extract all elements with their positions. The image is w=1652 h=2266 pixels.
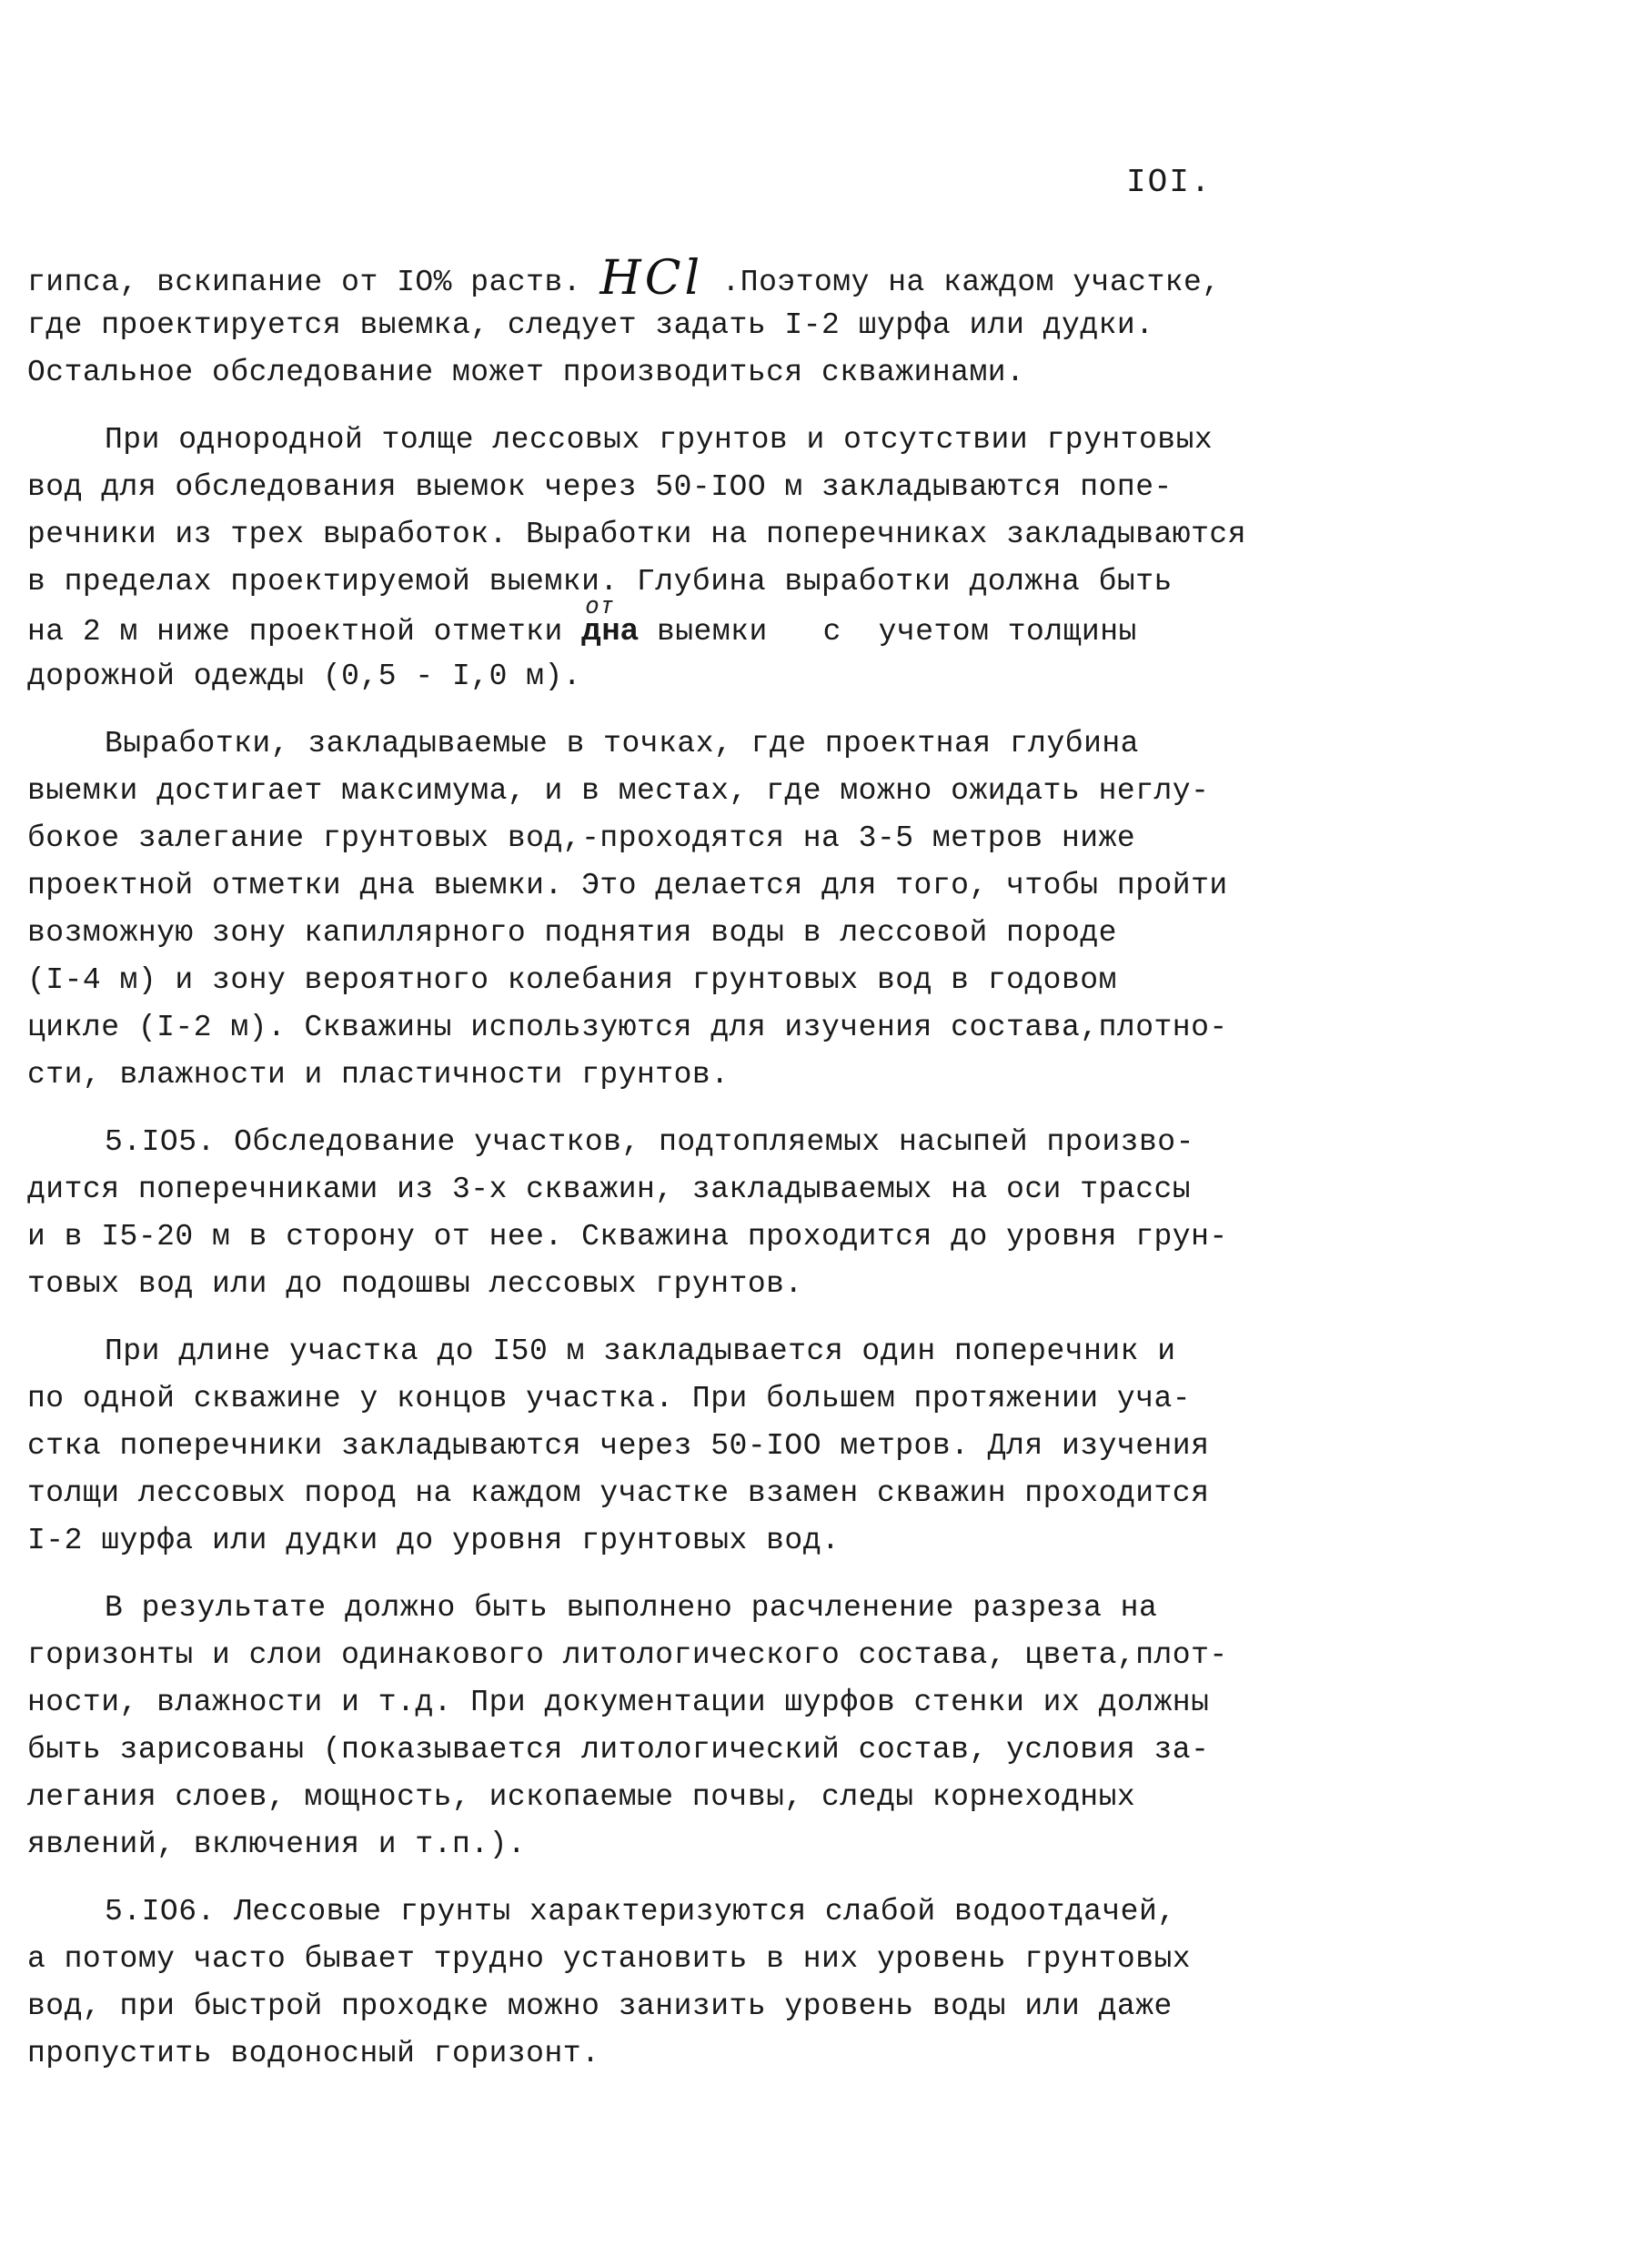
paragraph (27, 1888, 1328, 2078)
text-line: возможную зону капиллярного поднятия воды в лессовой породе (27, 916, 1117, 950)
text-line: При длине участка до I50 м закладывается один поперечник и (105, 1334, 1176, 1368)
paragraph (27, 1328, 1328, 1565)
paragraph (27, 720, 1328, 1099)
text-segment: на 2 м ниже проектной отметки (27, 615, 582, 649)
text-line: стка поперечники закладываются через 50-IOO метров. Для изучения (27, 1429, 1210, 1463)
text-line: где проектируется выемка, следует задать I-2 шурфа или дудки. (27, 308, 1154, 342)
text-line: При однородной толще лессовых грунтов и отсутствии грунтовых (105, 423, 1214, 457)
handwritten-formula: HCl (599, 251, 704, 306)
text-line: вод, при быстрой проходке можно занизить уровень воды или даже (27, 1989, 1173, 2023)
handwritten-insertion: от (585, 592, 615, 619)
correction (581, 592, 639, 656)
text-line: явлений, включения и т.п.). (27, 1828, 527, 1861)
text-line (27, 251, 1328, 306)
text-line: горизонты и слои одинакового литологического состава, цвета,плот- (27, 1638, 1228, 1672)
paragraph (27, 417, 1328, 700)
text-line: в пределах проектируемой выемки. Глубина выработки должна быть (27, 565, 1173, 599)
text-line: легания слоев, мощность, ископаемые почвы, следы корнеходных (27, 1780, 1136, 1814)
text-line: 5.IO5. Обследование участков, подтопляемых насыпей произво- (105, 1125, 1194, 1159)
text-segment: .Поэтому на каждом участке, (703, 266, 1221, 299)
text-line: по одной скважине у концов участка. При большем протяжении уча- (27, 1382, 1192, 1415)
handwritten-word: дна (581, 612, 639, 647)
text-line (27, 592, 1328, 653)
text-line: (I-4 м) и зону вероятного колебания грунтовых вод в годовом (27, 963, 1117, 997)
page-number: IOI. (1126, 164, 1213, 201)
body-text (27, 251, 1328, 2098)
text-line: выемки достигает максимума, и в местах, где можно ожидать неглу- (27, 774, 1210, 808)
paragraph (27, 251, 1328, 397)
text-line: I-2 шурфа или дудки до уровня грунтовых вод. (27, 1524, 841, 1557)
text-line: В результате должно быть выполнено расчленение разреза на (105, 1591, 1158, 1625)
text-line: товых вод или до подошвы лессовых грунтов. (27, 1267, 803, 1301)
text-line: пропустить водоносный горизонт. (27, 2037, 600, 2070)
text-line: сти, влажности и пластичности грунтов. (27, 1058, 730, 1092)
text-line: 5.IO6. Лессовые грунты характеризуются слабой водоотдачей, (105, 1895, 1176, 1929)
text-line: толщи лессовых пород на каждом участке взамен скважин проходится (27, 1476, 1210, 1510)
text-line: цикле (I-2 м). Скважины используются для изучения состава,плотно- (27, 1011, 1228, 1044)
text-line: проектной отметки дна выемки. Это делается для того, чтобы пройти (27, 869, 1228, 902)
text-line: Остальное обследование может производиться скважинами. (27, 356, 1025, 389)
text-line: речники из трех выработок. Выработки на поперечниках закладываются (27, 518, 1247, 551)
text-line: вод для обследования выемок через 50-IOO м закладываются попе- (27, 470, 1173, 504)
text-line: Выработки, закладываемые в точках, где проектная глубина (105, 727, 1139, 760)
text-line: и в I5-20 м в сторону от нее. Скважина проходится до уровня грун- (27, 1220, 1228, 1254)
text-line: ности, влажности и т.д. При документации шурфов стенки их должны (27, 1686, 1210, 1719)
text-segment: выемки с учетом толщины (638, 615, 1137, 649)
text-line: дится поперечниками из 3-х скважин, закладываемых на оси трассы (27, 1173, 1192, 1206)
text-line: быть зарисованы (показывается литологический состав, условия за- (27, 1733, 1210, 1767)
text-line: бокое залегание грунтовых вод,-проходятся на 3-5 метров ниже (27, 821, 1136, 855)
text-segment: гипса, вскипание от IO% раств. (27, 266, 600, 299)
text-line: дорожной одежды (0,5 - I,0 м). (27, 660, 582, 693)
text-line: а потому часто бывает трудно установить в них уровень грунтовых (27, 1942, 1192, 1976)
paragraph (27, 1119, 1328, 1308)
paragraph (27, 1585, 1328, 1868)
